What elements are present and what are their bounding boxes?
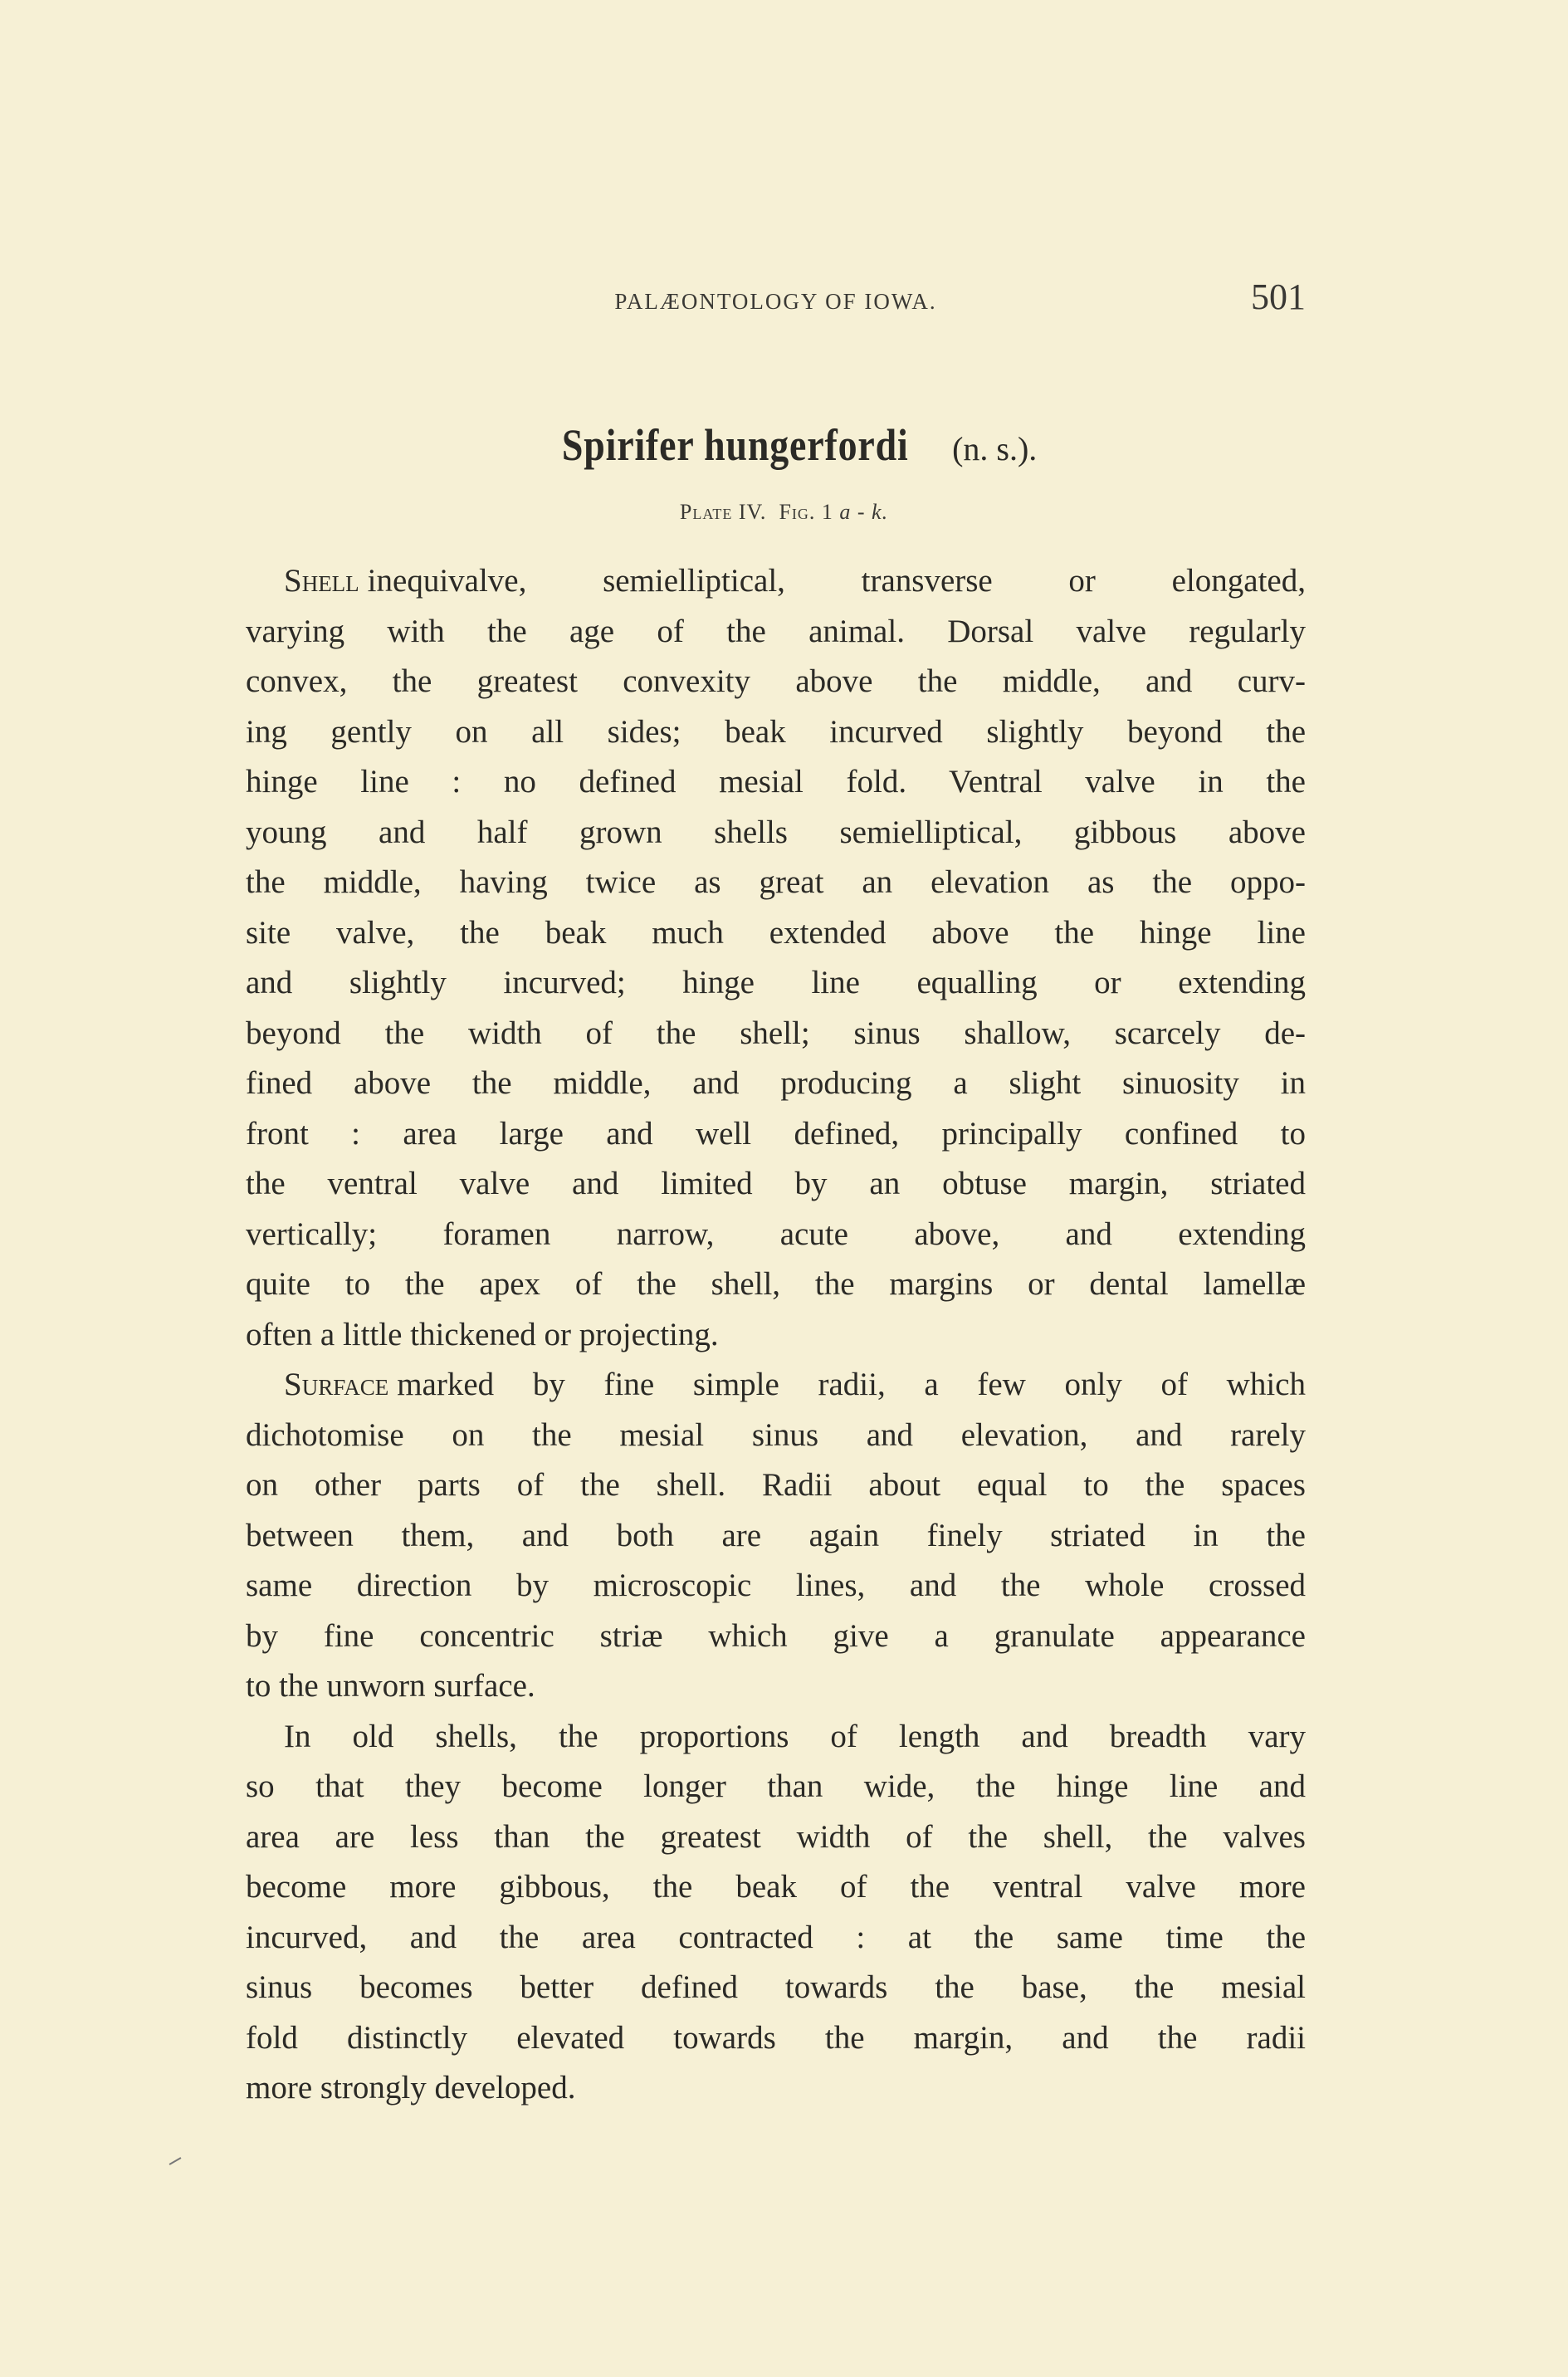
text-line xyxy=(246,1762,1306,1812)
line-text: on other parts of the shell. Radii about equal to the spaces xyxy=(246,1467,1306,1503)
text-line xyxy=(246,1712,1306,1763)
line-text: between them, and both are again finely striated in the xyxy=(246,1517,1306,1553)
line-text: so that they become longer than wide, the hinge line and xyxy=(246,1768,1306,1804)
page-header xyxy=(246,276,1306,322)
line-text: sinus becomes better defined towards the base, the mesial xyxy=(246,1969,1306,2005)
paragraph-lead-word: Surface xyxy=(284,1367,389,1402)
species-heading xyxy=(0,419,1568,471)
line-text: ing gently on all sides; beak incurved slightly beyond the xyxy=(246,713,1306,750)
text-line xyxy=(246,1963,1306,2013)
line-text: become more gibbous, the beak of the ventral valve more xyxy=(246,1869,1306,1905)
text-line xyxy=(246,958,1306,1009)
text-line xyxy=(246,1109,1306,1160)
text-line xyxy=(246,657,1306,707)
line-text: marked by fine simple radii, a few only of which xyxy=(397,1367,1306,1402)
new-species-note: (n. s.). xyxy=(952,430,1038,467)
line-text: quite to the apex of the shell, the margins or dental lamellæ xyxy=(246,1266,1306,1302)
line-text: hinge line : no defined mesial fold. Ventral valve in the xyxy=(246,764,1306,800)
plate-reference xyxy=(0,500,1568,525)
line-text: convex, the greatest convexity above the middle, and curv- xyxy=(246,663,1306,699)
line-text: fined above the middle, and producing a slight sinuosity in xyxy=(246,1065,1306,1101)
text-line xyxy=(246,1661,1306,1712)
line-text: and slightly incurved; hinge line equalling or extending xyxy=(246,965,1306,1000)
text-line xyxy=(246,2063,1306,2114)
text-line xyxy=(246,858,1306,908)
line-text: the ventral valve and limited by an obtuse margin, striated xyxy=(246,1166,1306,1201)
line-text: fold distinctly elevated towards the margin, and the radii xyxy=(246,2019,1306,2056)
text-line xyxy=(246,707,1306,758)
text-line xyxy=(246,1210,1306,1260)
line-text: beyond the width of the shell; sinus shallow, scarcely de- xyxy=(246,1015,1306,1051)
text-line xyxy=(246,808,1306,858)
line-text: often a little thickened or projecting. xyxy=(246,1316,719,1352)
line-text: In old shells, the proportions of length and breadth vary xyxy=(284,1718,1306,1754)
line-text: more strongly developed. xyxy=(246,2070,576,2106)
description-body xyxy=(246,556,1306,2114)
running-title: PALÆONTOLOGY OF IOWA. xyxy=(614,289,937,314)
text-line xyxy=(246,1159,1306,1210)
text-line xyxy=(246,1360,1306,1411)
text-line xyxy=(246,1411,1306,1461)
text-line xyxy=(246,556,1306,607)
line-text: varying with the age of the animal. Dorsal valve regularly xyxy=(246,613,1306,649)
line-text: inequivalve, semielliptical, transverse or elongated, xyxy=(367,563,1306,599)
line-text: by fine concentric striæ which give a granulate appearance xyxy=(246,1617,1306,1654)
line-text: front : area large and well defined, principally confined to xyxy=(246,1115,1306,1152)
text-line xyxy=(246,1511,1306,1562)
line-text: site valve, the beak much extended above the hinge line xyxy=(246,914,1306,951)
line-text: vertically; foramen narrow, acute above, and extending xyxy=(246,1215,1306,1252)
text-line xyxy=(246,2013,1306,2064)
line-text: incurved, and the area contracted : at the same time the xyxy=(246,1919,1306,1955)
line-text: to the unworn surface. xyxy=(246,1668,535,1704)
line-text: area are less than the greatest width of the shell, the valves xyxy=(246,1818,1306,1855)
text-line xyxy=(246,1862,1306,1913)
text-line xyxy=(246,607,1306,658)
text-line xyxy=(246,1612,1306,1662)
text-line xyxy=(246,1460,1306,1511)
paragraph-lead-word: Shell xyxy=(284,563,359,599)
text-line xyxy=(246,757,1306,808)
figure-range: a - k. xyxy=(839,500,889,524)
line-text: young and half grown shells semielliptical, gibbous above xyxy=(246,814,1306,850)
text-line xyxy=(246,1310,1306,1361)
line-text: same direction by microscopic lines, and the whole crossed xyxy=(246,1568,1306,1603)
page-number: 501 xyxy=(1251,276,1306,317)
text-line xyxy=(246,908,1306,959)
scan-mark xyxy=(169,2157,182,2165)
text-line xyxy=(246,1059,1306,1109)
plate-label: Plate IV. xyxy=(679,500,767,524)
species-name: Spirifer hungerfordi xyxy=(561,420,909,470)
line-text: the middle, having twice as great an elevation as the oppo- xyxy=(246,864,1306,900)
text-line xyxy=(246,1009,1306,1059)
figure-label: Fig. 1 xyxy=(779,500,833,524)
text-line xyxy=(246,1561,1306,1612)
line-text: dichotomise on the mesial sinus and elevation, and rarely xyxy=(246,1416,1306,1453)
text-line xyxy=(246,1812,1306,1863)
text-line xyxy=(246,1259,1306,1310)
text-line xyxy=(246,1913,1306,1964)
